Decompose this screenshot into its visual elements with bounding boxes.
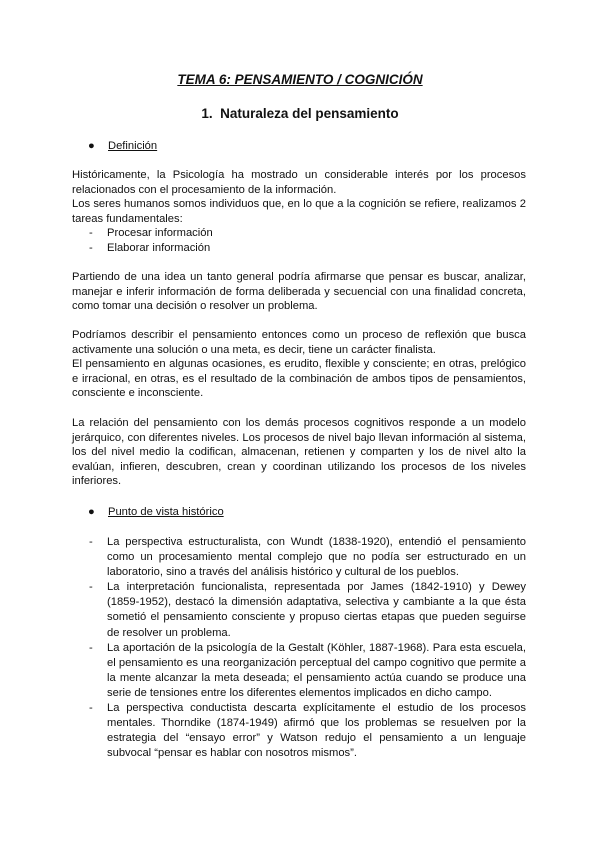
list-item: - La aportación de la psicología de la Gestalt (Köhler, 1887-1968). Para esta escuela, el pensamiento es una reorganización perceptual del campo cognitivo que permite a la mente alcanzar la meta deseada; el pensamiento actúa cuando se produce una serie de tensiones entre los diferentes elementos implicados en dicho campo.: [89, 641, 526, 699]
definicion-block-1: [72, 168, 526, 255]
list-item: - La perspectiva estructuralista, con Wundt (1838-1920), entendió el pensamiento como un procesamiento mental complejo que no podía ser estructurado en un laboratorio, sino a través del análisis histórico y cultural de los pueblos.: [89, 536, 526, 579]
section-heading: [0, 106, 600, 122]
bullet-dot-icon: ●: [88, 140, 95, 152]
bullet-dot-icon: ●: [88, 506, 95, 518]
definicion-block-4: [72, 416, 526, 489]
paragraph-3: Partiendo de una idea un tanto general podría afirmarse que pensar es buscar, analizar, manejar e inferir información de forma deliberada y secuencial con una finalidad concreta, como tomar una decisión o resolver un problema.: [72, 271, 526, 312]
historico-list: [72, 535, 526, 761]
list-item: - La interpretación funcionalista, representada por James (1842-1910) y Dewey (1859-1952), destacó la dimensión adaptativa, selectiva y cambiante a la que ésta sometió el pensamiento consciente y propuso ciertas etapas que pueden seguirse de resolver un problema.: [89, 581, 526, 639]
section-number: 1.: [201, 106, 213, 121]
paragraph-5: El pensamiento en algunas ocasiones, es erudito, flexible y consciente; en otras, prelógico e irracional, en otras, es el resultado de la combinación de ambos tipos de pensamientos, consciente e inconsciente.: [72, 358, 526, 399]
bullet-punto-vista: [88, 505, 224, 519]
tareas-list: [72, 226, 526, 255]
list-item: - Procesar información: [89, 227, 213, 239]
bullet-punto-vista-label: Punto de vista histórico: [108, 506, 224, 518]
paragraph-4: Podríamos describir el pensamiento entonces como un proceso de reflexión que busca activamente una solución o una meta, es decir, tiene un carácter finalista.: [72, 329, 526, 356]
paragraph-2: Los seres humanos somos individuos que, en lo que a la cognición se refiere, realizamos 2 tareas fundamentales:: [72, 198, 526, 225]
list-item: - Elaborar información: [89, 241, 211, 254]
section-title: Naturaleza del pensamiento: [220, 106, 399, 121]
paragraph-6: La relación del pensamiento con los demás procesos cognitivos responde a un modelo jerárquico, con diferentes niveles. Los procesos de nivel bajo llevan información al sistema, los del nivel medio la codifican, almacenan, retienen y comparten y los de nivel alto la evalúan, infieren, descubren, crean y coordinan utilizando los procesos de los niveles inferiores.: [72, 417, 526, 487]
page-title: TEMA 6: PENSAMIENTO / COGNICIÓN: [177, 72, 423, 87]
bullet-definicion: [88, 139, 157, 153]
list-item: - La perspectiva conductista descarta explícitamente el estudio de los procesos mentales. Thorndike (1874-1949) afirmó que los problemas se resuelven por la estrategia del “ensayo error” y Watson redujo el pensamiento a un lenguaje subvocal “pensar es hablar con nosotros mismos”.: [89, 702, 526, 760]
paragraph-1: Históricamente, la Psicología ha mostrado un considerable interés por los procesos relacionados con el procesamiento de la información.: [72, 169, 526, 196]
definicion-block-3: [72, 328, 526, 401]
bullet-definicion-label: Definición: [108, 140, 158, 152]
definicion-block-2: [72, 270, 526, 314]
